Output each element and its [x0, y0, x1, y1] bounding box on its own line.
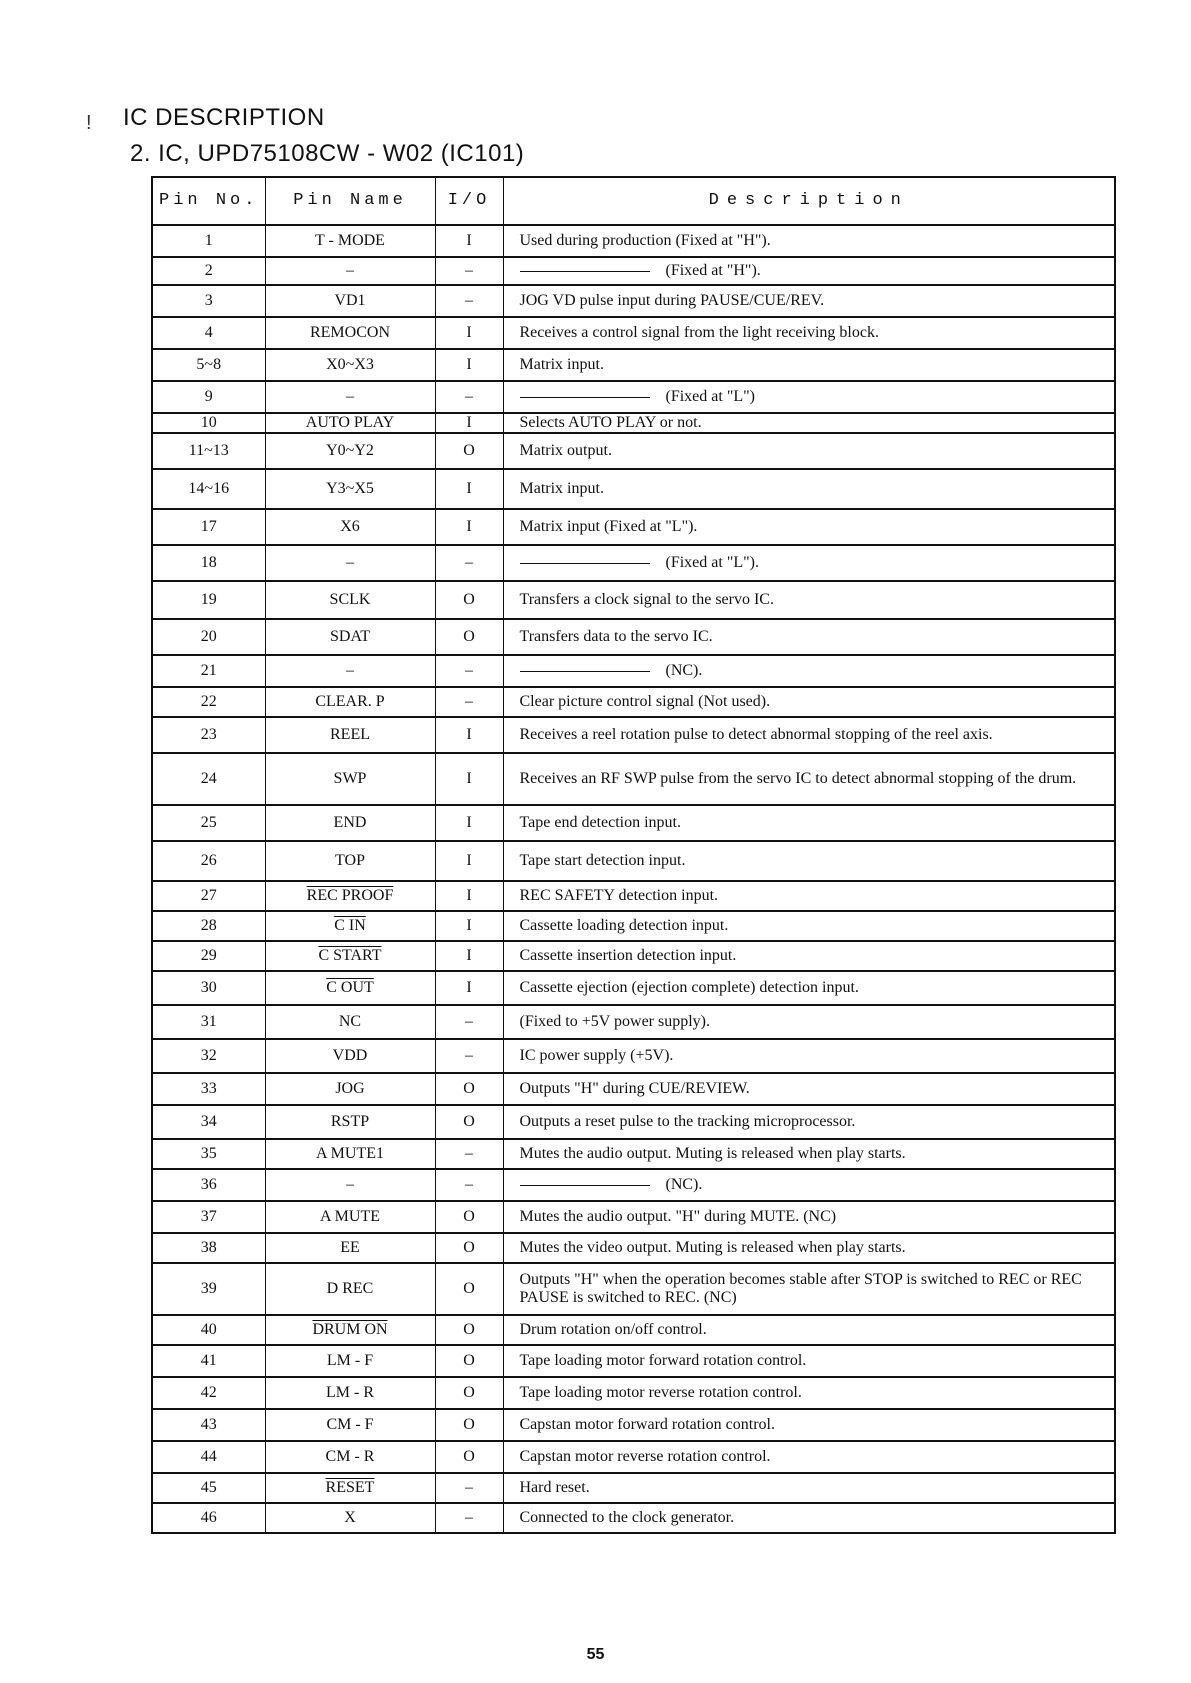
description-cell [503, 1503, 1115, 1533]
header-pin-name: Pin Name [265, 177, 435, 225]
pin-number-cell: 32 [152, 1039, 265, 1073]
table-row [152, 753, 1115, 805]
description-cell [503, 687, 1115, 717]
io-cell: – [435, 1473, 503, 1503]
io-cell: – [435, 655, 503, 687]
pin-name-text: X [344, 1509, 356, 1526]
pin-number-cell: 5~8 [152, 349, 265, 381]
table-row [152, 1201, 1115, 1233]
pin-number-cell: 35 [152, 1139, 265, 1169]
table-row [152, 1441, 1115, 1473]
pin-name-text: AUTO PLAY [305, 414, 395, 431]
table-row [152, 881, 1115, 911]
description-text: Used during production (Fixed at "H"). [519, 232, 771, 249]
description-cell [503, 1201, 1115, 1233]
table-row [152, 509, 1115, 545]
pin-name-text: SDAT [329, 628, 370, 645]
pin-name-cell [265, 1263, 435, 1315]
description-cell [503, 1233, 1115, 1263]
description-text: Mutes the audio output. Muting is released when play starts. [519, 1145, 906, 1162]
description-cell [503, 581, 1115, 619]
pin-number-cell: 9 [152, 381, 265, 413]
io-cell: I [435, 225, 503, 257]
pin-name-text: REMOCON [309, 324, 390, 341]
pin-number-cell: 27 [152, 881, 265, 911]
pin-name-cell [265, 1409, 435, 1441]
description-text: Cassette insertion detection input. [519, 947, 737, 964]
pin-name-cell [265, 317, 435, 349]
pin-name-text: D REC [326, 1280, 374, 1297]
pin-name-text: SCLK [329, 591, 371, 608]
pin-name-cell [265, 469, 435, 509]
pin-number-cell: 37 [152, 1201, 265, 1233]
pin-name-text: VD1 [334, 292, 366, 309]
pin-number-cell: 10 [152, 413, 265, 433]
pin-name-text: END [333, 814, 367, 831]
table-row [152, 1105, 1115, 1139]
pin-name-cell [265, 581, 435, 619]
pin-name-cell [265, 1139, 435, 1169]
pin-name-cell [265, 1473, 435, 1503]
pin-name-text: – [346, 388, 354, 405]
pin-number-cell: 33 [152, 1073, 265, 1105]
pin-name-text: SWP [333, 770, 367, 787]
description-text: Outputs "H" during CUE/REVIEW. [519, 1080, 750, 1097]
table-row [152, 1263, 1115, 1315]
pin-number-cell: 29 [152, 941, 265, 971]
description-text: Transfers a clock signal to the servo IC. [519, 591, 774, 608]
description-cell [503, 413, 1115, 433]
pin-name-cell [265, 911, 435, 941]
pin-name-text: X0~X3 [326, 356, 374, 373]
io-cell: O [435, 1263, 503, 1315]
pin-name-text: VDD [332, 1047, 368, 1064]
description-text: IC power supply (+5V). [519, 1047, 674, 1064]
description-cell [503, 433, 1115, 469]
pin-number-cell: 40 [152, 1315, 265, 1345]
description-text: Capstan motor forward rotation control. [519, 1416, 775, 1433]
table-row [152, 1233, 1115, 1263]
description-text: Outputs "H" when the operation becomes stable after STOP is switched to REC or REC PAUSE is switched to REC. (NC) [519, 1271, 1082, 1306]
pin-name-text: Y3~X5 [326, 480, 374, 497]
page-number: 55 [586, 1646, 605, 1663]
pin-name-cell [265, 687, 435, 717]
description-text: (Fixed at "L"). [665, 554, 759, 571]
description-text: Matrix output. [519, 442, 612, 459]
pin-name-text: A MUTE1 [316, 1145, 384, 1162]
pin-name-cell [265, 349, 435, 381]
description-cell [503, 285, 1115, 317]
description-cell [503, 1345, 1115, 1377]
description-cell [503, 841, 1115, 881]
table-row [152, 805, 1115, 841]
description-text: Capstan motor reverse rotation control. [519, 1448, 771, 1465]
io-cell: O [435, 1233, 503, 1263]
description-text: Tape start detection input. [519, 852, 686, 869]
description-text: Clear picture control signal (Not used). [519, 693, 771, 710]
pin-description-table [151, 176, 1116, 1534]
description-cell [503, 1377, 1115, 1409]
pin-name-cell [265, 841, 435, 881]
description-cell [503, 1263, 1115, 1315]
io-cell: O [435, 433, 503, 469]
description-text: Matrix input. [519, 356, 604, 373]
pin-name-cell [265, 545, 435, 581]
pin-name-cell [265, 1503, 435, 1533]
pin-number-cell: 18 [152, 545, 265, 581]
pin-number-cell: 38 [152, 1233, 265, 1263]
description-cell [503, 1073, 1115, 1105]
pin-name-text: CLEAR. P [315, 693, 385, 710]
table-row [152, 225, 1115, 257]
table-row [152, 285, 1115, 317]
pin-name-cell [265, 1315, 435, 1345]
pin-number-cell: 1 [152, 225, 265, 257]
io-cell: I [435, 911, 503, 941]
pin-name-cell [265, 1233, 435, 1263]
description-cell [503, 1005, 1115, 1039]
pin-name-cell [265, 1441, 435, 1473]
description-text: Receives a control signal from the light receiving block. [519, 324, 879, 341]
pin-number-cell: 21 [152, 655, 265, 687]
description-cell [503, 941, 1115, 971]
table-row [152, 971, 1115, 1005]
io-cell: I [435, 509, 503, 545]
table-row [152, 687, 1115, 717]
blank-line-rule [520, 671, 650, 672]
table-row [152, 841, 1115, 881]
pin-name-cell [265, 1377, 435, 1409]
description-text: Tape loading motor forward rotation control. [519, 1352, 807, 1369]
pin-number-cell: 28 [152, 911, 265, 941]
pin-number-cell: 41 [152, 1345, 265, 1377]
io-cell: I [435, 349, 503, 381]
pin-number-cell: 45 [152, 1473, 265, 1503]
io-cell: – [435, 285, 503, 317]
io-cell: – [435, 1503, 503, 1533]
pin-number-cell: 17 [152, 509, 265, 545]
pin-number-cell: 24 [152, 753, 265, 805]
pin-name-text: DRUM ON [312, 1321, 388, 1338]
table-row [152, 1039, 1115, 1073]
io-cell: I [435, 941, 503, 971]
description-text: Receives an RF SWP pulse from the servo IC to detect abnormal stopping of the drum. [519, 770, 1077, 787]
pin-name-text: – [346, 662, 354, 679]
description-text: Hard reset. [519, 1479, 590, 1496]
pin-name-text: NC [338, 1013, 362, 1030]
pin-name-text: C START [318, 947, 382, 964]
header-io: I/O [435, 177, 503, 225]
table-row [152, 655, 1115, 687]
pin-name-text: – [346, 554, 354, 571]
description-cell [503, 1169, 1115, 1201]
pin-name-text: Y0~Y2 [326, 442, 374, 459]
io-cell: I [435, 717, 503, 753]
io-cell: I [435, 971, 503, 1005]
description-cell [503, 1409, 1115, 1441]
description-cell [503, 257, 1115, 285]
pin-name-text: CM - F [326, 1416, 374, 1433]
table-body [152, 225, 1115, 1533]
description-text: Mutes the audio output. "H" during MUTE. (NC) [519, 1208, 837, 1225]
pin-name-text: X6 [340, 518, 360, 535]
description-text: (Fixed at "L") [665, 388, 755, 405]
pin-number-cell: 44 [152, 1441, 265, 1473]
pin-number-cell: 36 [152, 1169, 265, 1201]
description-cell [503, 717, 1115, 753]
pin-number-cell: 34 [152, 1105, 265, 1139]
pin-name-cell [265, 433, 435, 469]
blank-line-rule [520, 563, 650, 564]
table-header [152, 177, 1115, 225]
pin-name-cell [265, 619, 435, 655]
io-cell: I [435, 413, 503, 433]
description-text: Cassette ejection (ejection complete) detection input. [519, 979, 859, 996]
io-cell: I [435, 753, 503, 805]
pin-name-cell [265, 655, 435, 687]
pin-name-text: EE [340, 1239, 360, 1256]
pin-name-cell [265, 941, 435, 971]
description-cell [503, 1139, 1115, 1169]
pin-name-cell [265, 971, 435, 1005]
io-cell: I [435, 317, 503, 349]
pin-number-cell: 2 [152, 257, 265, 285]
description-cell [503, 655, 1115, 687]
table-row [152, 381, 1115, 413]
table-row [152, 1315, 1115, 1345]
table-row [152, 257, 1115, 285]
page-title: IC DESCRIPTION [123, 104, 325, 131]
io-cell: O [435, 1345, 503, 1377]
description-text: Receives a reel rotation pulse to detect abnormal stopping of the reel axis. [519, 726, 993, 743]
pin-name-cell [265, 717, 435, 753]
description-cell [503, 317, 1115, 349]
io-cell: O [435, 1377, 503, 1409]
section-mark: ! [86, 112, 92, 134]
description-cell [503, 1441, 1115, 1473]
pin-number-cell: 14~16 [152, 469, 265, 509]
description-cell [503, 619, 1115, 655]
description-text: Matrix input. [519, 480, 604, 497]
table-row [152, 911, 1115, 941]
description-text: (NC). [665, 1176, 703, 1193]
table-row [152, 433, 1115, 469]
description-text: Tape loading motor reverse rotation control. [519, 1384, 802, 1401]
pin-number-cell: 23 [152, 717, 265, 753]
table-row [152, 1005, 1115, 1039]
pin-name-text: – [346, 1176, 354, 1193]
description-text: (Fixed to +5V power supply). [519, 1013, 710, 1030]
description-text: Mutes the video output. Muting is released when play starts. [519, 1239, 906, 1256]
pin-name-cell [265, 1039, 435, 1073]
blank-line-rule [520, 1185, 650, 1186]
pin-name-cell [265, 805, 435, 841]
pin-name-text: LM - R [326, 1384, 374, 1401]
description-cell [503, 349, 1115, 381]
description-cell [503, 545, 1115, 581]
io-cell: O [435, 1409, 503, 1441]
pin-number-cell: 39 [152, 1263, 265, 1315]
description-text: Connected to the clock generator. [519, 1509, 735, 1526]
description-text: Matrix input (Fixed at "L"). [519, 518, 698, 535]
pin-name-cell [265, 1073, 435, 1105]
pin-name-text: RSTP [330, 1113, 370, 1130]
pin-name-text: JOG [335, 1080, 365, 1097]
description-text: Tape end detection input. [519, 814, 681, 831]
table-row [152, 1139, 1115, 1169]
pin-name-text: C OUT [326, 979, 374, 996]
io-cell: O [435, 1441, 503, 1473]
pin-name-cell [265, 381, 435, 413]
table-row [152, 1409, 1115, 1441]
description-cell [503, 881, 1115, 911]
io-cell: I [435, 805, 503, 841]
description-text: (NC). [665, 662, 703, 679]
description-cell [503, 381, 1115, 413]
pin-name-text: TOP [335, 852, 365, 869]
table-row [152, 1073, 1115, 1105]
pin-name-cell [265, 509, 435, 545]
pin-name-cell [265, 257, 435, 285]
table-row [152, 717, 1115, 753]
pin-name-text: – [346, 262, 354, 279]
pin-name-cell [265, 881, 435, 911]
io-cell: – [435, 381, 503, 413]
pin-name-cell [265, 225, 435, 257]
io-cell: O [435, 1201, 503, 1233]
io-cell: O [435, 581, 503, 619]
pin-number-cell: 20 [152, 619, 265, 655]
table-row [152, 619, 1115, 655]
description-cell [503, 509, 1115, 545]
io-cell: – [435, 257, 503, 285]
io-cell: O [435, 1315, 503, 1345]
pin-name-text: REEL [330, 726, 370, 743]
io-cell: I [435, 469, 503, 509]
description-text: Transfers data to the servo IC. [519, 628, 713, 645]
table-row [152, 469, 1115, 509]
pin-number-cell: 26 [152, 841, 265, 881]
io-cell: – [435, 1039, 503, 1073]
pin-name-text: T - MODE [315, 232, 385, 249]
pin-name-cell [265, 1105, 435, 1139]
pin-name-text: REC PROOF [306, 887, 394, 904]
table-row [152, 1169, 1115, 1201]
header-pin-no: Pin No. [152, 177, 265, 225]
pin-number-cell: 11~13 [152, 433, 265, 469]
io-cell: – [435, 1005, 503, 1039]
pin-name-cell [265, 413, 435, 433]
description-text: REC SAFETY detection input. [519, 887, 719, 904]
io-cell: I [435, 841, 503, 881]
table-row [152, 581, 1115, 619]
description-text: Outputs a reset pulse to the tracking microprocessor. [519, 1113, 856, 1130]
blank-line-rule [520, 397, 650, 398]
description-cell [503, 753, 1115, 805]
pin-number-cell: 19 [152, 581, 265, 619]
pin-name-cell [265, 285, 435, 317]
pin-number-cell: 31 [152, 1005, 265, 1039]
io-cell: I [435, 881, 503, 911]
pin-name-text: A MUTE [320, 1208, 380, 1225]
pin-number-cell: 43 [152, 1409, 265, 1441]
io-cell: O [435, 619, 503, 655]
description-cell [503, 911, 1115, 941]
io-cell: – [435, 545, 503, 581]
table-row [152, 1503, 1115, 1533]
pin-name-text: LM - F [326, 1352, 374, 1369]
pin-name-cell [265, 1201, 435, 1233]
table-row [152, 317, 1115, 349]
description-cell [503, 1039, 1115, 1073]
table-row [152, 1377, 1115, 1409]
pin-name-cell [265, 1169, 435, 1201]
header-description: Description [503, 177, 1115, 225]
description-cell [503, 225, 1115, 257]
description-text: JOG VD pulse input during PAUSE/CUE/REV. [519, 292, 825, 309]
table-row [152, 349, 1115, 381]
description-text: Cassette loading detection input. [519, 917, 729, 934]
table-row [152, 1473, 1115, 1503]
description-text: (Fixed at "H"). [665, 262, 761, 279]
pin-name-text: RESET [325, 1479, 375, 1496]
table-row [152, 1345, 1115, 1377]
pin-number-cell: 22 [152, 687, 265, 717]
pin-number-cell: 30 [152, 971, 265, 1005]
io-cell: – [435, 1139, 503, 1169]
pin-number-cell: 46 [152, 1503, 265, 1533]
table-row [152, 545, 1115, 581]
pin-name-cell [265, 753, 435, 805]
io-cell: – [435, 1169, 503, 1201]
pin-name-text: C IN [334, 917, 366, 934]
pin-name-cell [265, 1345, 435, 1377]
description-cell [503, 1315, 1115, 1345]
description-cell [503, 805, 1115, 841]
description-cell [503, 469, 1115, 509]
description-cell [503, 971, 1115, 1005]
blank-line-rule [520, 271, 650, 272]
description-text: Selects AUTO PLAY or not. [519, 414, 702, 431]
pin-name-text: CM - R [325, 1448, 375, 1465]
table-row [152, 941, 1115, 971]
pin-number-cell: 42 [152, 1377, 265, 1409]
pin-number-cell: 25 [152, 805, 265, 841]
pin-number-cell: 4 [152, 317, 265, 349]
pin-number-cell: 3 [152, 285, 265, 317]
description-cell [503, 1105, 1115, 1139]
io-cell: – [435, 687, 503, 717]
table-row [152, 413, 1115, 433]
pin-name-cell [265, 1005, 435, 1039]
description-text: Drum rotation on/off control. [519, 1321, 707, 1338]
io-cell: O [435, 1073, 503, 1105]
page-subtitle: 2. IC, UPD75108CW - W02 (IC101) [130, 140, 525, 167]
io-cell: O [435, 1105, 503, 1139]
description-cell [503, 1473, 1115, 1503]
